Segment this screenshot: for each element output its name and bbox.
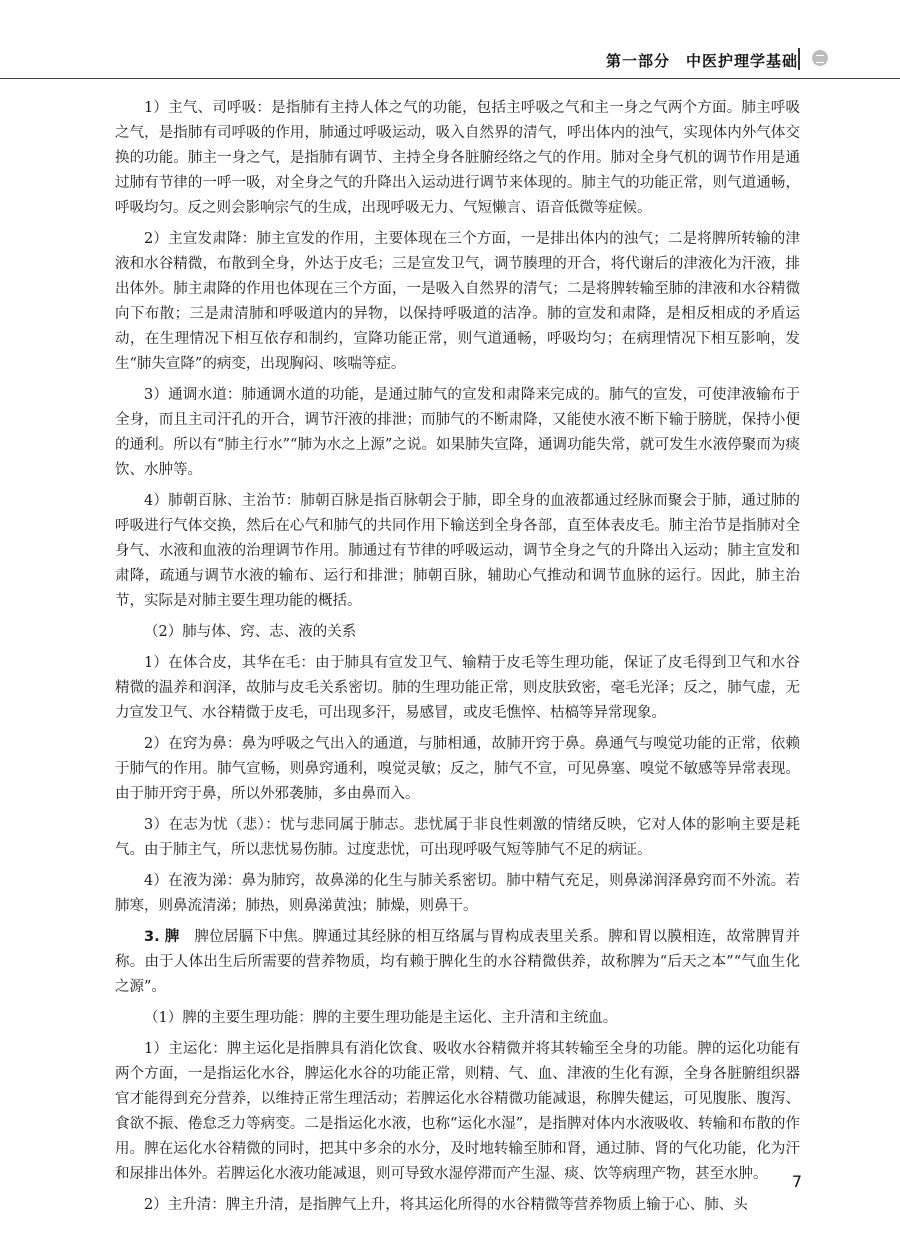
header-rule [0,78,900,79]
paragraph-lung-dispersing: 2）主宣发肃降：肺主宣发的作用，主要体现在三个方面，一是排出体内的浊气；二是将脾所转输的津液和水谷精微，布散到全身，外达于皮毛；三是宣发卫气，调节腠理的开合，将代谢后的津液化为汗液，排出体外。肺主肃降的作用也体现在三个方面，一是吸入自然界的清气；二是将脾转输至肺的津液和水谷精微向下布散；三是肃清肺和呼吸道内的异物，以保持呼吸道的洁净。肺的宣发和肃降，是相反相成的矛盾运动，在生理情况下相互依存和制约，宣降功能正常，则气道通畅，呼吸均匀；在病理情况下相互影响，发生“肺失宣降”的病变，出现胸闷、咳喘等症。 [115,231,800,372]
section-spleen-heading: 3. 脾 [144,929,180,945]
running-header-title: 第一部分 中医护理学基础 [605,52,798,70]
page-number: 7 [791,1172,802,1191]
paragraph-lung-nose: 2）在窍为鼻：鼻为呼吸之气出入的通道，与肺相通，故肺开窍于鼻。鼻通气与嗅觉功能的正常，依赖于肺气的作用。肺气宣畅，则鼻窍通利，嗅觉灵敏；反之，肺气不宣，可见鼻塞、嗅觉不敏感等异常表现。由于肺开窍于鼻，所以外邪袭肺，多由鼻而入。 [115,736,800,802]
running-header [0,38,900,86]
paragraph-lung-vessels: 4）肺朝百脉、主治节：肺朝百脉是指百脉朝会于肺，即全身的血液都通过经脉而聚会于肺，通过肺的呼吸进行气体交换，然后在心气和肺气的共同作用下输送到全身各部，直至体表皮毛。肺主治节是指肺对全身气、水液和血液的治理调节作用。肺通过有节律的呼吸运动，调节全身之气的升降出入运动；肺主宣发和肃降，疏通与调节水液的输布、运行和排泄；肺朝百脉，辅助心气推动和调节血脉的运行。因此，肺主治节，实际是对肺主要生理功能的概括。 [115,493,800,609]
section-spleen [115,925,800,1000]
header-divider [798,48,800,70]
paragraph-lung-grief: 3）在志为忧（悲）：忧与悲同属于肺志。悲忧属于非良性刺激的情绪反映，它对人体的影响主要是耗气。由于肺主气，所以悲忧易伤肺。过度悲忧，可出现呼吸气短等肺气不足的病证。 [115,817,800,858]
paragraph-lung-main-qi: 1）主气、司呼吸：是指肺有主持人体之气的功能，包括主呼吸之气和主一身之气两个方面。肺主呼吸之气，是指肺有司呼吸的作用，肺通过呼吸运动，吸入自然界的清气，呼出体内的浊气，实现体内外气体交换的功能。肺主一身之气，是指肺有调节、主持全身各脏腑经络之气的作用。肺对全身气机的调节作用是通过肺有节律的一呼一吸，对全身之气的升降出入运动进行调节来体现的。肺主气的功能正常，则气道通畅，呼吸均匀。反之则会影响宗气的生成，出现呼吸无力、气短懒言、语音低微等症候。 [115,100,800,216]
book-icon [812,50,828,66]
paragraph-spleen-ascending: 2）主升清：脾主升清，是指脾气上升，将其运化所得的水谷精微等营养物质上输于心、肺、头 [144,1197,748,1213]
paragraph-lung-nasal-mucus: 4）在液为涕：鼻为肺窍，故鼻涕的化生与肺关系密切。肺中精气充足，则鼻涕润泽鼻窍而不外流。若肺寒，则鼻流清涕；肺热，则鼻涕黄浊；肺燥，则鼻干。 [115,873,800,914]
page-body [115,96,800,1224]
subheading-lung-relations: （2）肺与体、窍、志、液的关系 [144,624,357,640]
section-spleen-text: 脾位居膈下中焦。脾通过其经脉的相互络属与胃构成表里关系。脾和胃以膜相连，故常脾胃并称。由于人体出生后所需要的营养物质，均有赖于脾化生的水谷精微供养，故称脾为“后天之本”“气血生化之源”。 [115,929,800,995]
paragraph-lung-water: 3）通调水道：肺通调水道的功能，是通过肺气的宣发和肃降来完成的。肺气的宣发，可使津液输布于全身，而且主司汗孔的开合，调节汗液的排泄；而肺气的不断肃降，又能使水液不断下输于膀胱，保持小便的通利。所以有“肺主行水”“肺为水之上源”之说。如果肺失宣降，通调功能失常，就可发生水液停聚而为痰饮、水肿等。 [115,387,800,478]
paragraph-spleen-transport: 1）主运化：脾主运化是指脾具有消化饮食、吸收水谷精微并将其转输至全身的功能。脾的运化功能有两个方面，一是指运化水谷，脾运化水谷的功能正常，则精、气、血、津液的生化有源，全身各脏腑组织器官才能得到充分营养，以维持正常生理活动；若脾运化水谷精微功能减退，称脾失健运，可见腹胀、腹泻、食欲不振、倦怠乏力等病变。二是指运化水液，也称“运化水湿”，是指脾对体内水液吸收、转输和布散的作用。脾在运化水谷精微的同时，把其中多余的水分，及时地转输至肺和肾，通过肺、肾的气化功能，化为汗和尿排出体外。若脾运化水液功能减退，则可导致水湿停滞而产生湿、痰、饮等病理产物，甚至水肿。 [115,1041,800,1182]
subheading-spleen-functions: （1）脾的主要生理功能：脾的主要生理功能是主运化、主升清和主统血。 [144,1010,618,1026]
paragraph-lung-skin: 1）在体合皮，其华在毛：由于肺具有宣发卫气、输精于皮毛等生理功能，保证了皮毛得到卫气和水谷精微的温养和润泽，故肺与皮毛关系密切。肺的生理功能正常，则皮肤致密，毫毛光泽；反之，肺气虚，无力宣发卫气、水谷精微于皮毛，可出现多汗，易感冒，或皮毛憔悴、枯槁等异常现象。 [115,655,800,721]
